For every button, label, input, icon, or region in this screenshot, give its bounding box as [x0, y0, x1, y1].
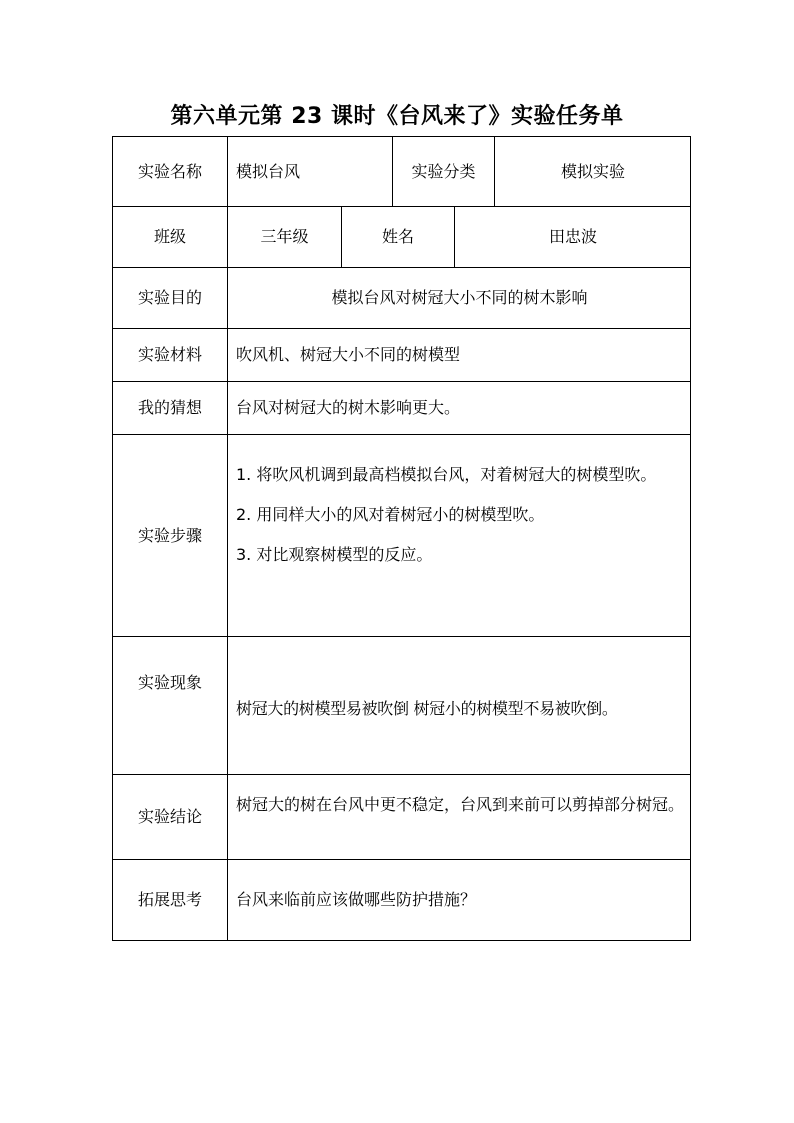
- step-item: 2. 用同样大小的风对着树冠小的树模型吹。: [236, 505, 545, 524]
- page-title: 第六单元第 23 课时《台风来了》实验任务单: [170, 104, 624, 129]
- steps-label: 实验步骤: [137, 525, 202, 545]
- class-label: 班级: [153, 227, 186, 246]
- materials-label: 实验材料: [137, 345, 202, 364]
- row-divider: [113, 636, 690, 637]
- materials-value: 吹风机、树冠大小不同的树模型: [236, 345, 461, 364]
- hypothesis-label: 我的猜想: [137, 398, 202, 417]
- extension-value: 台风来临前应该做哪些防护措施？: [236, 890, 477, 909]
- phenomenon-value: 树冠大的树模型易被吹倒 树冠小的树模型不易被吹倒。: [236, 699, 618, 718]
- extension-label: 拓展思考: [137, 890, 202, 909]
- experiment-task-table: [112, 136, 691, 941]
- student-name-value: 田忠波: [548, 227, 597, 246]
- purpose-label: 实验目的: [137, 288, 202, 307]
- class-value: 三年级: [260, 227, 309, 246]
- conclusion-value: [228, 789, 691, 821]
- experiment-category-value: 模拟实验: [560, 161, 625, 181]
- steps-list: [228, 459, 691, 571]
- experiment-name-value: 模拟台风: [236, 161, 301, 181]
- hypothesis-value: 台风对树冠大的树木影响更大。: [236, 398, 461, 417]
- experiment-category-label: 实验分类: [411, 161, 476, 181]
- purpose-value: 模拟台风对树冠大小不同的树木影响: [331, 288, 588, 307]
- experiment-name-label: 实验名称: [137, 161, 202, 181]
- step-item: 1. 将吹风机调到最高档模拟台风，对着树冠大的树模型吹。: [236, 465, 657, 484]
- student-name-label: 姓名: [381, 227, 414, 246]
- phenomenon-label: 实验现象: [137, 673, 202, 692]
- conclusion-text: 树冠大的树在台风中更不稳定，台风到来前可以剪掉部分树冠。: [236, 795, 685, 814]
- conclusion-label: 实验结论: [137, 807, 202, 826]
- step-item: 3. 对比观察树模型的反应。: [236, 545, 433, 564]
